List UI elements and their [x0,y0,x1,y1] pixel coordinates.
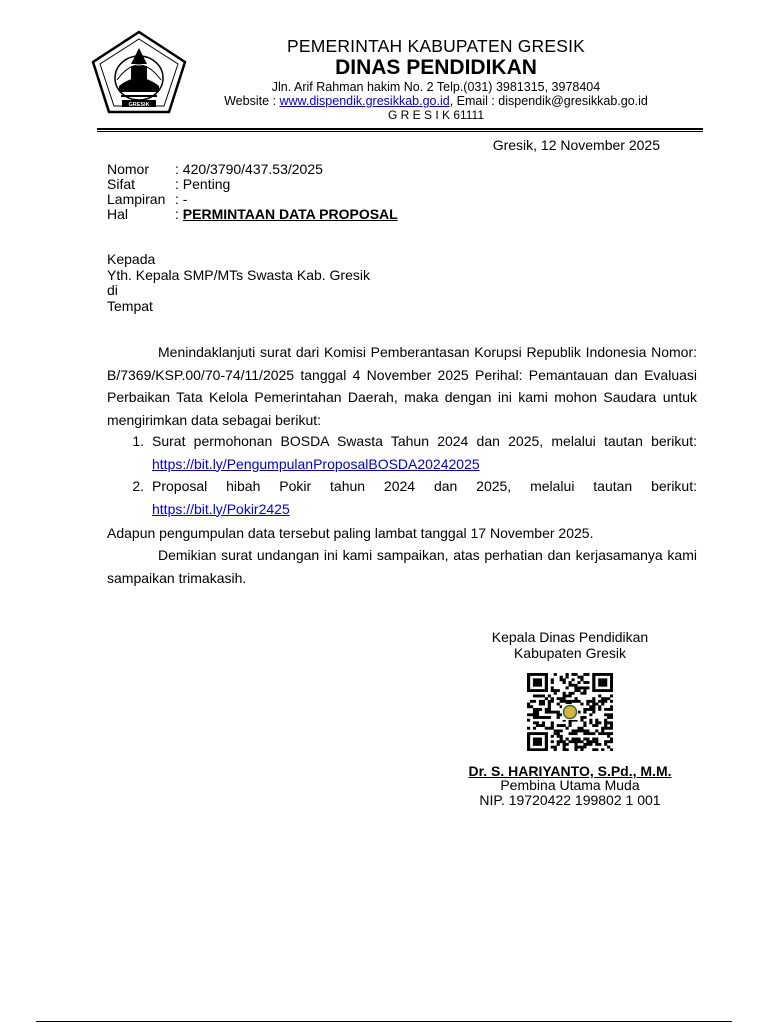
letter-date: Gresik, 12 November 2025 [492,137,660,153]
list-text: Surat permohonan BOSDA Swasta Tahun 2024 dan 2025, melalui tautan berikut: [152,433,697,449]
list-number: 2. [132,478,144,494]
website-link[interactable]: www.dispendik.gresikkab.go.id [279,94,450,108]
meta-value: : 420/3790/437.53/2025 [175,161,323,177]
agency-name: DINAS PENDIDIKAN [335,56,537,79]
letterhead-rule-thick [97,128,703,130]
meta-value: : - [175,191,188,207]
letterhead-rule-thin [97,131,703,132]
website-label: Website : [224,94,280,108]
signatory-name: Dr. S. HARIYANTO, S.Pd., M.M. [468,763,672,779]
contact-line [150,94,722,108]
meta-label: Hal [107,206,129,222]
meta-row-sifat [107,177,398,192]
meta-row-nomor [107,162,398,177]
meta-value-prefix: : [175,206,183,222]
signatory-nip: NIP. 19720422 199802 1 001 [479,792,661,808]
body-paragraph-2: Adapun pengumpulan data tersebut paling lambat tanggal 17 November 2025. [107,525,594,541]
agency-address: Jln. Arif Rahman hakim No. 2 Telp.(031) 3981315, 3978404 [271,80,601,94]
logo-text: GRESIK [128,102,150,108]
request-list [107,430,697,520]
body-paragraph-1: Menindaklanjuti surat dari Komisi Pemberantasan Korupsi Republik Indonesia Nomor: B/7369/KSP.00/70-74/11/2025 tanggal 4 November 2025 Perihal: Pemantauan dan Evaluasi Perbaikan Tata Kelola Pemerintahan Daerah, maka dengan ini kami mohon Saudara untuk mengirimkan data sebagai berikut: [107,344,697,428]
list-text: Proposal hibah Pokir tahun 2024 dan 2025, melalui tautan berikut: [152,478,697,494]
city-postal: G R E S I K 61111 [387,108,485,122]
recipient-line: Yth. Kepala SMP/MTs Swasta Kab. Gresik [107,266,370,283]
list-number: 1. [132,433,144,449]
signatory-title-line: Kepala Dinas Pendidikan [491,629,649,645]
meta-label: Sifat [107,176,136,192]
signatory-rank: Pembina Utama Muda [500,777,640,793]
signatory-title-line: Kabupaten Gresik [513,644,627,661]
recipient-line: di [107,282,118,298]
subject-value: PERMINTAAN DATA PROPOSAL [182,206,398,222]
meta-row-hal [107,207,398,222]
pokir-link[interactable]: https://bit.ly/Pokir2425 [152,500,290,517]
list-item [107,430,697,475]
meta-label: Lampiran [107,191,166,207]
recipient-block [107,252,370,314]
meta-row-lampiran [107,192,398,207]
recipient-line: Kepada [107,251,156,267]
bosda-link[interactable]: https://bit.ly/PengumpulanProposalBOSDA20242025 [152,455,480,472]
list-item [107,475,697,520]
page-bottom-rule [36,1021,732,1022]
meta-label: Nomor [107,161,150,177]
recipient-line: Tempat [107,297,153,314]
letter-meta [107,162,398,222]
body-paragraph-3: Demikian surat undangan ini kami sampaikan, atas perhatian dan kerjasamanya kami sampaikan trimakasih. [107,547,697,586]
government-name: PEMERINTAH KABUPATEN GRESIK [286,36,586,56]
signature-qr-code [527,673,613,751]
email-text: , Email : dispendik@gresikkab.go.id [449,94,648,108]
signatory-title [440,630,700,661]
meta-value: : Penting [175,176,231,192]
